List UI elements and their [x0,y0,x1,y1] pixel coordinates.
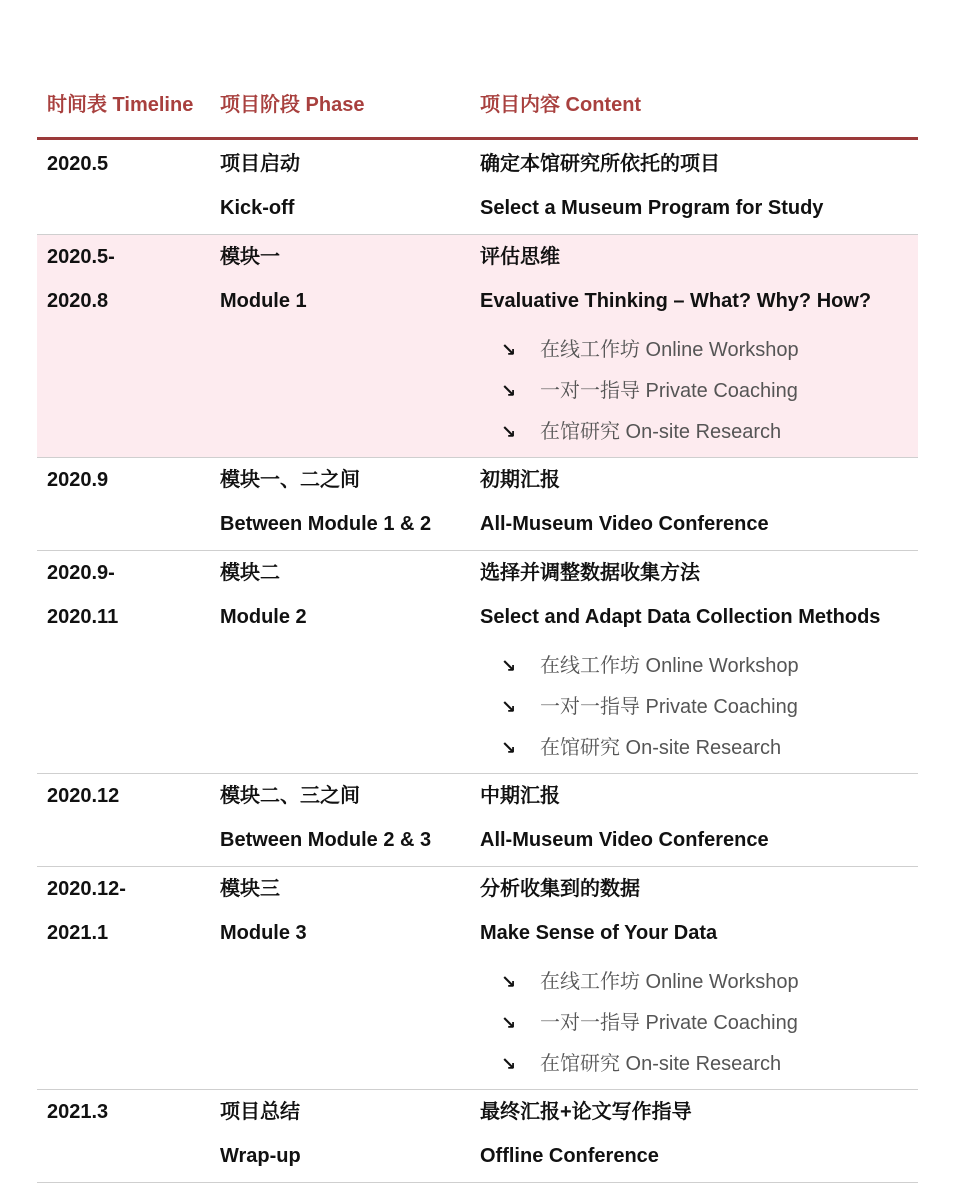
timeline-cell: 2020.9- [47,562,115,584]
activity-item [37,412,918,453]
phase-cell: 项目总结 [220,1101,300,1123]
phase-cell: 模块三 [220,878,280,900]
row-line [37,551,918,595]
row-line [37,774,918,818]
phase-cell: 模块二 [220,562,280,584]
activity-label: 在馆研究 On-site Research [540,1053,782,1075]
content-cell: 中期汇报 [480,785,560,807]
row-line [37,279,918,323]
phase-cell: Module 2 [220,606,307,628]
content-cell: 确定本馆研究所依托的项目 [480,153,720,175]
content-cell: Make Sense of Your Data [480,922,718,944]
activity-item [37,330,918,371]
arrow-down-right-icon: ↘ [501,422,517,442]
timeline-cell: 2020.5- [47,246,115,268]
content-cell: 评估思维 [480,246,560,268]
activity-label: 一对一指导 Private Coaching [540,1012,798,1034]
timeline-cell: 2020.9 [47,469,109,491]
activity-list [37,323,918,453]
table-row [37,140,918,235]
phase-cell: 模块二、三之间 [220,785,360,807]
phase-cell: Between Module 2 & 3 [220,829,432,851]
activity-item [37,962,918,1003]
row-line [37,911,918,955]
timeline-cell: 2020.12 [47,785,120,807]
table-row [37,1090,918,1183]
arrow-down-right-icon: ↘ [501,340,517,360]
activity-list [37,639,918,769]
row-line [37,1134,918,1178]
activity-item [37,1044,918,1085]
arrow-down-right-icon: ↘ [501,738,517,758]
phase-cell: 项目启动 [220,153,300,175]
timeline-table [37,0,918,1183]
content-cell: Offline Conference [480,1145,659,1167]
timeline-cell: 2020.12- [47,878,126,900]
arrow-down-right-icon: ↘ [501,381,517,401]
table-body [37,140,918,1183]
activity-item [37,1003,918,1044]
content-cell: Evaluative Thinking – What? Why? How? [480,290,872,312]
row-line [37,818,918,862]
activity-label: 在馆研究 On-site Research [540,421,782,443]
timeline-cell: 2021.1 [47,922,109,944]
arrow-down-right-icon: ↘ [501,656,517,676]
activity-item [37,646,918,687]
activity-item [37,687,918,728]
content-cell: 最终汇报+论文写作指导 [480,1101,692,1123]
activity-list [37,955,918,1085]
arrow-down-right-icon: ↘ [501,972,517,992]
timeline-cell: 2021.3 [47,1101,109,1123]
table-row [37,774,918,867]
activity-item [37,728,918,769]
phase-cell: Between Module 1 & 2 [220,513,432,535]
activity-label: 一对一指导 Private Coaching [540,696,798,718]
activity-label: 在线工作坊 Online Workshop [540,339,799,361]
phase-cell: 模块一、二之间 [220,469,360,491]
table-row [37,867,918,1090]
header-phase: 项目阶段 Phase [220,94,365,116]
arrow-down-right-icon: ↘ [501,697,517,717]
row-line [37,867,918,911]
row-line [37,502,918,546]
activity-label: 在线工作坊 Online Workshop [540,655,799,677]
content-cell: 分析收集到的数据 [480,878,640,900]
table-header [37,0,918,140]
phase-cell: Wrap-up [220,1145,301,1167]
activity-label: 在馆研究 On-site Research [540,737,782,759]
timeline-cell: 2020.11 [47,606,119,628]
arrow-down-right-icon: ↘ [501,1054,517,1074]
phase-cell: Kick-off [220,197,295,219]
row-line [37,458,918,502]
content-cell: Select and Adapt Data Collection Methods [480,606,881,628]
content-cell: All-Museum Video Conference [480,829,769,851]
content-cell: 初期汇报 [480,469,560,491]
row-line [37,1090,918,1134]
row-line [37,142,918,186]
activity-label: 一对一指导 Private Coaching [540,380,798,402]
arrow-down-right-icon: ↘ [501,1013,517,1033]
row-line [37,595,918,639]
table-row [37,551,918,774]
content-cell: Select a Museum Program for Study [480,197,824,219]
content-cell: 选择并调整数据收集方法 [480,562,700,584]
phase-cell: 模块一 [220,246,280,268]
header-timeline: 时间表 Timeline [47,94,194,116]
activity-item [37,371,918,412]
timeline-cell: 2020.5 [47,153,109,175]
activity-label: 在线工作坊 Online Workshop [540,971,799,993]
row-line [37,186,918,230]
table-row [37,235,918,458]
phase-cell: Module 3 [220,922,307,944]
table-row [37,458,918,551]
timeline-cell: 2020.8 [47,290,109,312]
phase-cell: Module 1 [220,290,307,312]
header-content: 项目内容 Content [480,94,642,116]
content-cell: All-Museum Video Conference [480,513,769,535]
row-line [37,235,918,279]
